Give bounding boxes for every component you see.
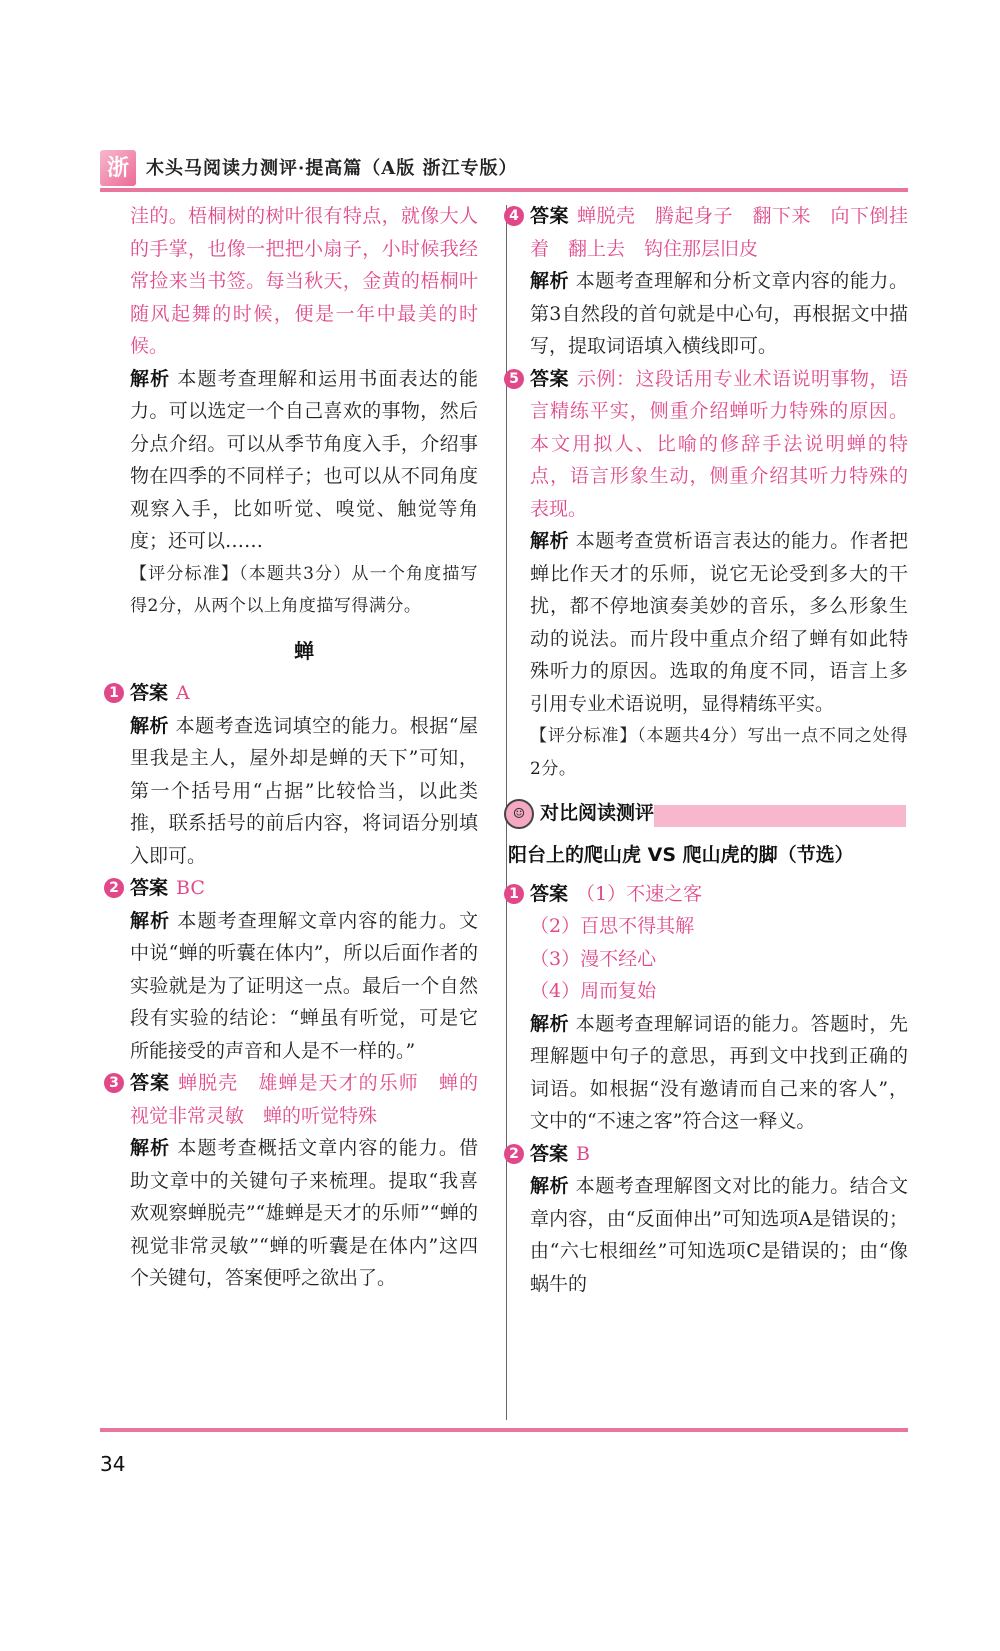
book-title: 木头马阅读力测评·提高篇（A版 浙江专版） [146,158,518,179]
analysis-text: 本题考查理解词语的能力。答题时，先理解题中句子的意思，再到文中找到正确的词语。如根据“没有邀请而自己来的客人”，文中的“不速之客”符合这一释义。 [530,1012,908,1132]
answer-text: 示例：这段话用专业术语说明事物，语言精练平实，侧重介绍蝉听力特殊的原因。本文用拟人、比喻的修辞手法说明蝉的特点，语言形象生动，侧重介绍其听力特殊的表现。 [530,367,908,520]
analysis-label: 解析 [530,530,570,552]
page-header [100,150,908,194]
answer-text-3: （3）漫不经心 [530,947,657,970]
analysis-label: 解析 [530,1175,570,1197]
answer-text: BC [176,877,205,899]
banner-title: 对比阅读测评 [540,802,655,824]
question-number-badge: 1 [504,884,524,904]
q5-analysis [530,525,908,720]
answer-label: 答案 [130,1072,171,1094]
question-number-badge: 2 [504,1144,524,1164]
question-number-badge: 1 [104,683,124,703]
analysis-text: 本题考查概括文章内容的能力。借助文章中的关键句子来梳理。提取“我喜欢观察蝉脱壳”“雄蝉是天才的乐师”“蝉的视觉非常灵敏”“蝉的听囊是在体内”这四个关键句，答案便呼之欲出了。 [130,1137,478,1289]
answer-text-1: （1）不速之客 [576,882,703,905]
p1-analysis [530,1008,908,1138]
q5-score: 【评分标准】（本题共4分）写出一点不同之处得2分。 [530,726,908,779]
intro-answer: 洼的。梧桐树的树叶很有特点，就像大人的手掌，也像一把把小扇子，小时候我经常捡来当书签。每当秋天，金黄的梧桐叶随风起舞的时候，便是一年中最美的时候。 [130,205,478,357]
p2-analysis [530,1170,908,1300]
analysis-label: 解析 [130,909,171,932]
answer-label: 答案 [530,882,569,905]
analysis-label: 解析 [130,1137,171,1159]
q2-analysis [130,905,478,1068]
right-column [508,200,908,1300]
analysis-text: 本题考查选词填空的能力。根据“屋里我是主人，屋外却是蝉的天下”可知，第一个括号用“占据”比较恰当，以此类推，联系括号的前后内容，将词语分别填入即可。 [130,714,478,867]
question-number-badge: 4 [504,206,524,226]
answer-label: 答案 [530,367,569,390]
q4-analysis [530,265,908,363]
answer-text: 蝉脱壳 腾起身子 翻下来 向下倒挂着 翻上去 钩住那层旧皮 [530,205,908,260]
q1-analysis [130,710,478,873]
q3-analysis [130,1132,478,1295]
question-number-badge: 5 [504,369,524,389]
intro-score: 【评分标准】（本题共3分）从一个角度描写得2分，从两个以上角度描写得满分。 [130,563,478,616]
intro-analysis [130,363,478,558]
analysis-text: 本题考查理解和运用书面表达的能力。可以选定一个自己喜欢的事物，然后分点介绍。可以从季节角度入手，介绍事物在四季的不同样子；也可以从不同角度观察入手，比如听觉、嗅觉、触觉等角度；还可以…… [130,367,478,552]
answer-label: 答案 [130,877,169,899]
analysis-text: 本题考查理解和分析文章内容的能力。第3自然段的首句就是中心句，再根据文中描写，提取词语填入横线即可。 [530,270,908,357]
answer-label: 答案 [530,1142,569,1165]
answer-text: 蝉脱壳 雄蝉是天才的乐师 蝉的视觉非常灵敏 蝉的听觉特殊 [130,1072,478,1127]
question-number-badge: 2 [104,878,124,898]
answer-text-2: （2）百思不得其解 [530,915,695,937]
zhejiang-badge: 浙 [100,150,136,186]
analysis-label: 解析 [130,367,171,390]
analysis-label: 解析 [530,270,570,292]
analysis-label: 解析 [530,1012,570,1035]
answer-text-4: （4）周而复始 [530,980,657,1002]
left-column [109,200,478,1295]
q2-answer [109,872,478,905]
analysis-label: 解析 [130,714,170,737]
q3-answer [109,1067,478,1132]
answer-text: A [176,682,190,704]
q1-answer [109,677,478,710]
p2-answer [509,1138,908,1171]
analysis-text: 本题考查理解图文对比的能力。结合文章内容，由“反面伸出”可知选项A是错误的；由“六七根细丝”可知选项C是错误的；由“像蜗牛的 [530,1175,908,1295]
q4-answer [509,200,908,265]
header-rule [100,188,908,192]
answer-text: B [576,1142,590,1165]
analysis-text: 本题考查赏析语言表达的能力。作者把蝉比作天才的乐师，说它无论受到多大的干扰，都不停地演奏美妙的音乐，多么形象生动的说法。而片段中重点介绍了蝉有如此特殊听力的原因。选取的角度不同，语言上多引用专业术语说明，显得精练平实。 [530,530,908,715]
q5-answer [509,363,908,526]
footer-rule [100,1428,908,1432]
p1-answer [509,878,908,911]
comparison-reading-banner [504,797,908,833]
banner-bar [654,805,906,827]
reader-avatar-icon: ☺ [504,799,534,829]
passage-title: 阳台上的爬山虎 VS 爬山虎的脚（节选） [508,844,854,866]
answer-label: 答案 [530,205,569,227]
page-number: 34 [100,1452,126,1476]
analysis-text: 本题考查理解文章内容的能力。文中说“蝉的听囊在体内”，所以后面作者的实验就是为了证明这一点。最后一个自然段有实验的结论：“蝉虽有听觉，可是它所能接受的声音和人是不一样的。” [130,909,478,1062]
answer-label: 答案 [130,682,169,704]
section-title-cicada: 蝉 [294,638,314,663]
question-number-badge: 3 [104,1073,124,1093]
